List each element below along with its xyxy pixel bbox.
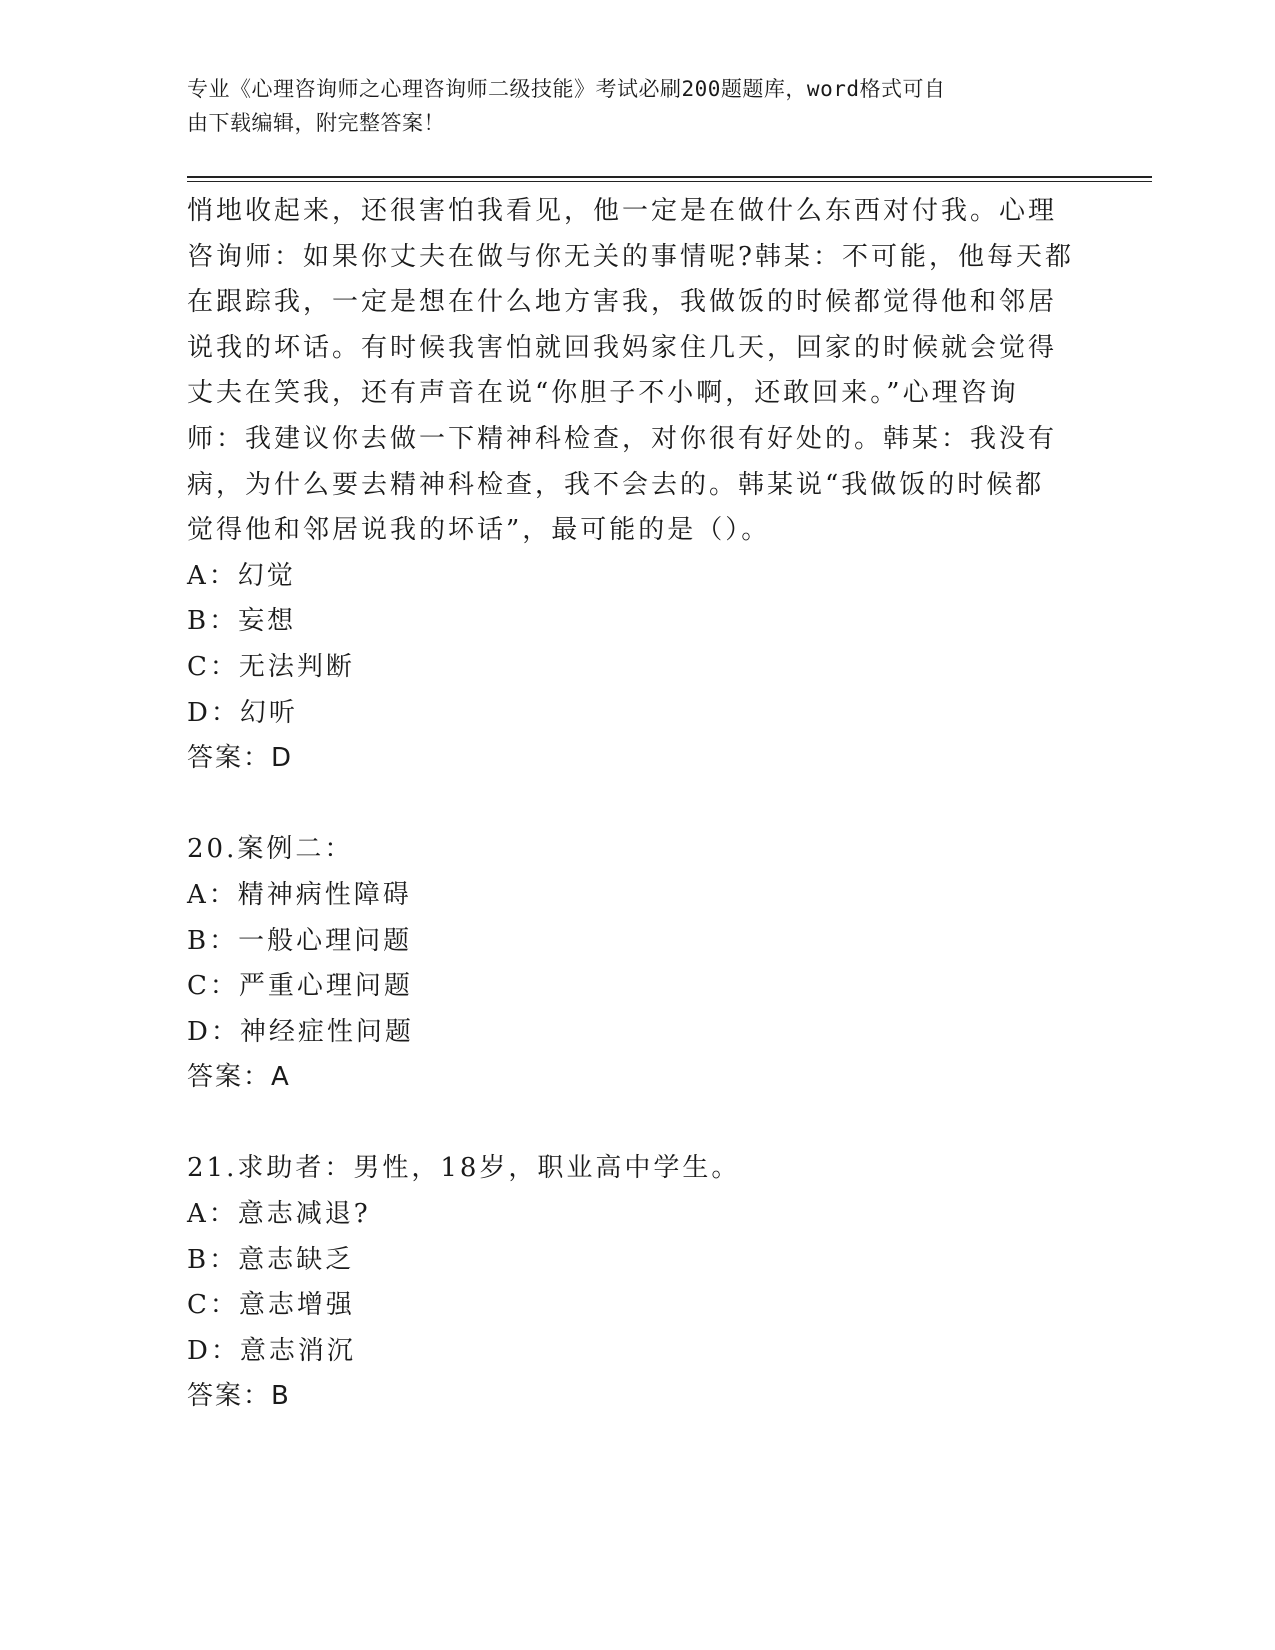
answer-line: 答案：A [187, 1062, 291, 1093]
question-text-line: 悄地收起来，还很害怕我看见，他一定是在做什么东西对付我。心理 [187, 196, 1058, 226]
question-title: 20.案例二： [187, 834, 354, 865]
option-c: C：意志增强 [187, 1290, 355, 1321]
document-header [187, 72, 1087, 140]
question-text-line: 咨询师：如果你丈夫在做与你无关的事情呢?韩某：不可能，他每天都 [187, 241, 1074, 272]
spacer [187, 1101, 1087, 1147]
question-19-continuation [187, 189, 1087, 782]
header-divider-thick [187, 176, 1152, 178]
question-text-line: 觉得他和邻居说我的坏话”，最可能的是（）。 [187, 515, 771, 546]
question-title: 21.求助者：男性，18岁，职业高中学生。 [187, 1153, 741, 1184]
header-line-2: 由下载编辑，附完整答案！ [187, 111, 445, 135]
question-20 [187, 827, 1087, 1101]
option-a: A：精神病性障碍 [187, 879, 412, 910]
option-b: B：意志缺乏 [187, 1244, 355, 1275]
question-text-line: 说我的坏话。有时候我害怕就回我妈家住几天，回家的时候就会觉得 [187, 332, 1058, 363]
document-body [187, 189, 1087, 1420]
answer-line: 答案：B [187, 1381, 291, 1412]
answer-line: 答案：D [187, 743, 294, 774]
question-text-line: 师：我建议你去做一下精神科检查，对你很有好处的。韩某：我没有 [187, 423, 1058, 454]
option-a: A：意志减退? [187, 1199, 371, 1230]
option-d: D：幻听 [187, 697, 298, 728]
header-line-1: 专业《心理咨询师之心理咨询师二级技能》考试必刷200题题库，word格式可自 [187, 77, 946, 101]
question-text-line: 在跟踪我，一定是想在什么地方害我，我做饭的时候都觉得他和邻居 [187, 287, 1058, 318]
option-d: D：意志消沉 [187, 1335, 356, 1366]
question-text-line: 病，为什么要去精神科检查，我不会去的。韩某说“我做饭的时候都 [187, 469, 1045, 500]
option-d: D：神经症性问题 [187, 1016, 414, 1047]
option-b: B：妄想 [187, 606, 297, 637]
question-text-line: 丈夫在笑我，还有声音在说“你胆子不小啊，还敢回来。”心理咨询 [187, 378, 1019, 409]
option-c: C：严重心理问题 [187, 971, 413, 1002]
question-21 [187, 1146, 1087, 1420]
option-a: A：幻觉 [187, 560, 296, 591]
option-b: B：一般心理问题 [187, 925, 413, 956]
header-divider-thin [187, 181, 1152, 182]
spacer [187, 782, 1087, 828]
option-c: C：无法判断 [187, 651, 355, 682]
